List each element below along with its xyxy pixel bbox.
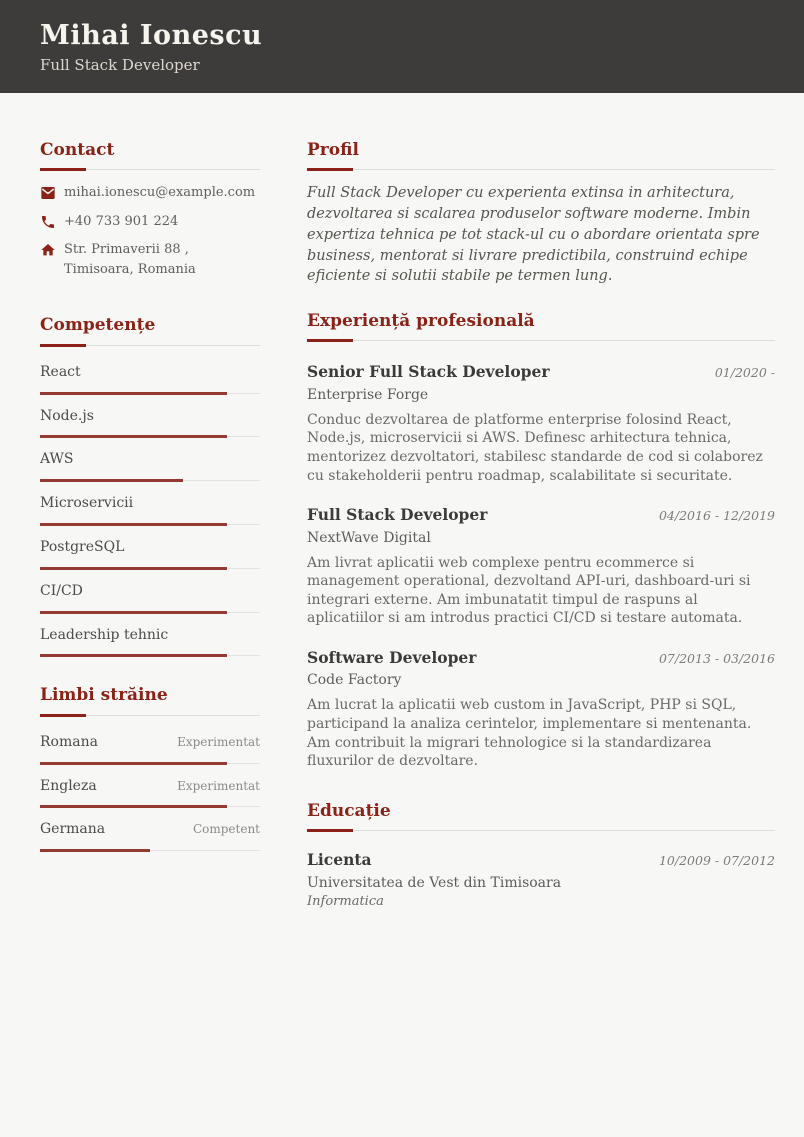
degree-title: Licenta bbox=[307, 850, 372, 870]
experience-section bbox=[307, 311, 775, 771]
section-rule bbox=[307, 829, 775, 832]
skill-bar-fill bbox=[40, 435, 227, 438]
job-company: Code Factory bbox=[307, 672, 402, 689]
job-description: Am livrat aplicatii web complexe pentru ecommerce si management operational, dezvoltand API-uri, dashboard-uri si integrari externe. Am imbunatatit timpul de raspuns al aplicatiilor si am introdus practici CI/CD si testare automata. bbox=[307, 554, 751, 627]
degree-dates: 10/2009 - 07/2012 bbox=[658, 853, 775, 869]
language-label: Engleza bbox=[40, 777, 97, 794]
language-level: Experimentat bbox=[177, 778, 260, 793]
skill-bar bbox=[40, 479, 260, 482]
skill-bar bbox=[40, 654, 260, 657]
contact-list bbox=[40, 183, 260, 279]
profile-section bbox=[307, 140, 775, 287]
skill-label: Node.js bbox=[40, 407, 94, 424]
main-column bbox=[307, 140, 775, 909]
education-heading: Educație bbox=[307, 800, 391, 821]
skill-label: AWS bbox=[40, 451, 74, 468]
phone-icon bbox=[40, 214, 56, 230]
languages-section bbox=[40, 685, 260, 852]
skill-bar-fill bbox=[40, 479, 183, 482]
job-entry bbox=[307, 505, 775, 628]
contact-address-text: Str. Primaverii 88 , Timisoara, Romania bbox=[64, 242, 196, 277]
languages-heading: Limbi străine bbox=[40, 685, 168, 706]
contact-email-text: mihai.ionescu@example.com bbox=[64, 185, 256, 201]
job-description: Am lucrat la aplicatii web custom in JavaScript, PHP si SQL, participand la analiza cerintelor, implementare si mentenanta. Am contribuit la migrari tehnologice si la standardizarea fluxurilor de dezvoltare. bbox=[307, 697, 752, 770]
education-entry bbox=[307, 850, 775, 908]
skills-section bbox=[40, 315, 260, 657]
experience-heading: Experiență profesională bbox=[307, 311, 535, 332]
language-bar-fill bbox=[40, 762, 227, 765]
contact-row-phone bbox=[40, 212, 260, 232]
language-item bbox=[40, 721, 260, 765]
job-description: Conduc dezvoltarea de platforme enterprise folosind React, Node.js, microservicii si AWS. Definesc arhitectura tehnica, mentorizez dezvoltatori, stabilesc standarde de cod si colaborez cu stakeholderii pentru roadmap, scalabilitate si securitate. bbox=[307, 411, 763, 484]
job-entry bbox=[307, 648, 775, 771]
language-bar bbox=[40, 849, 260, 852]
skill-bar bbox=[40, 392, 260, 395]
language-bar bbox=[40, 762, 260, 765]
language-bar-fill bbox=[40, 849, 150, 852]
language-label: Germana bbox=[40, 821, 106, 838]
language-label: Romana bbox=[40, 733, 98, 750]
person-job-title: Full Stack Developer bbox=[40, 56, 200, 75]
section-rule bbox=[40, 714, 260, 717]
profile-text: Full Stack Developer cu experienta extinsa in arhitectura, dezvoltarea si scalarea produselor software moderne. Imbin expertiza tehnica pe tot stack-ul cu o abordare orientata spre business, mentorat si livrare predictibila, construind echipe eficiente si solutii stabile pe termen lung. bbox=[307, 185, 760, 285]
skill-item bbox=[40, 570, 260, 614]
contact-heading: Contact bbox=[40, 140, 115, 160]
job-dates: 07/2013 - 03/2016 bbox=[658, 651, 775, 667]
job-title: Senior Full Stack Developer bbox=[307, 362, 550, 382]
sidebar-column bbox=[40, 140, 260, 909]
skill-label: CI/CD bbox=[40, 582, 83, 599]
skill-bar-fill bbox=[40, 567, 227, 570]
education-section bbox=[307, 801, 775, 909]
language-item bbox=[40, 765, 260, 809]
skill-bar bbox=[40, 435, 260, 438]
field-of-study: Informatica bbox=[307, 893, 384, 909]
section-rule bbox=[40, 168, 260, 171]
skill-label: Microservicii bbox=[40, 495, 134, 512]
skill-item bbox=[40, 482, 260, 526]
skill-item bbox=[40, 351, 260, 395]
skills-heading: Competențe bbox=[40, 315, 156, 336]
skill-item bbox=[40, 438, 260, 482]
resume-header bbox=[0, 0, 804, 93]
job-entry bbox=[307, 362, 775, 485]
contact-row-email bbox=[40, 183, 260, 203]
skill-label: PostgreSQL bbox=[40, 538, 125, 555]
skill-bar bbox=[40, 567, 260, 570]
school-name: Universitatea de Vest din Timisoara bbox=[307, 874, 562, 891]
skill-bar bbox=[40, 523, 260, 526]
person-name: Mihai Ionescu bbox=[40, 20, 263, 51]
skills-list bbox=[40, 351, 260, 658]
skill-item bbox=[40, 526, 260, 570]
section-rule bbox=[40, 344, 260, 347]
contact-phone-text: +40 733 901 224 bbox=[64, 213, 179, 229]
language-item bbox=[40, 808, 260, 852]
skill-label: Leadership tehnic bbox=[40, 626, 169, 643]
skill-bar-fill bbox=[40, 654, 227, 657]
skill-label: React bbox=[40, 363, 81, 380]
section-rule bbox=[307, 339, 775, 342]
skill-bar-fill bbox=[40, 611, 227, 614]
email-icon bbox=[40, 185, 56, 201]
skill-bar-fill bbox=[40, 392, 227, 395]
job-title: Full Stack Developer bbox=[307, 505, 488, 525]
contact-section bbox=[40, 140, 260, 279]
job-dates: 01/2020 - bbox=[714, 365, 775, 381]
language-level: Competent bbox=[192, 822, 260, 837]
language-level: Experimentat bbox=[177, 734, 260, 749]
language-bar bbox=[40, 805, 260, 808]
skill-item bbox=[40, 395, 260, 439]
profile-heading: Profil bbox=[307, 140, 359, 160]
job-dates: 04/2016 - 12/2019 bbox=[658, 508, 775, 524]
languages-list bbox=[40, 721, 260, 852]
skill-bar bbox=[40, 611, 260, 614]
job-company: NextWave Digital bbox=[307, 529, 431, 546]
language-bar-fill bbox=[40, 805, 227, 808]
job-title: Software Developer bbox=[307, 648, 477, 668]
section-rule bbox=[307, 168, 775, 171]
home-icon bbox=[40, 242, 56, 258]
contact-row-address bbox=[40, 240, 260, 279]
job-company: Enterprise Forge bbox=[307, 386, 429, 403]
resume-body bbox=[0, 93, 804, 909]
skill-item bbox=[40, 614, 260, 658]
skill-bar-fill bbox=[40, 523, 227, 526]
